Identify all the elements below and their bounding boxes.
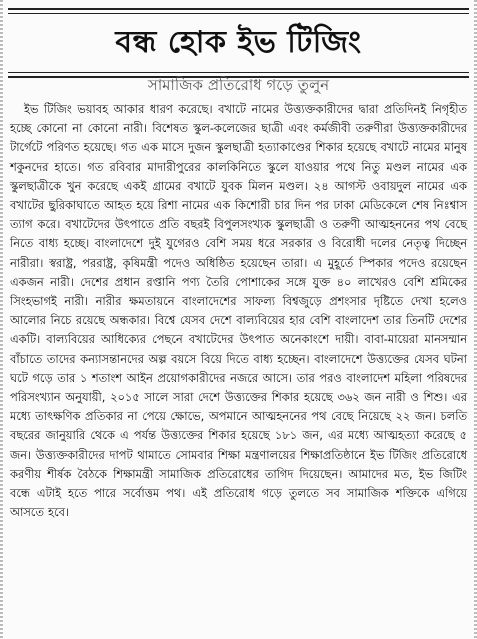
headline-frame xyxy=(8,8,469,78)
subheadline-wrap xyxy=(8,74,469,96)
headline-inner-rule xyxy=(8,13,469,73)
article-paragraph: ইভ টিজিং ভয়াবহ আকার ধারণ করেছে। বখাটে নামের উত্ত্যক্তকারীদের দ্বারা প্রতিদিনই নিগৃহীত হচ্ছে কোনো না কোনো নারী। বিশেষত স্কুল-কলেজের ছাত্রী এবং কর্মজীবী তরুণীরা উত্ত্যক্তকারীদের টার্গেটে পরিণত হয়েছে। গত এক মাসে দুজন স্কুলছাত্রী হত্যাকাণ্ডের শিকার হয়েছে বখাটে নামের মানুষ শকুনদের হাতে। গত রবিবার মাদারীপুরের কালকিনিতে স্কুলে যাওয়ার পথে নিতু মণ্ডল নামের এক স্কুলছাত্রীকে খুন করেছে একই গ্রামের বখাটে যুবক মিলন মণ্ডল। ২৪ আগস্ট ওবায়দুল নামের এক বখাটের ছুরিকাঘাতে আহত হয়ে রিশা নামের এক কিশোরী চার দিন পর ঢাকা মেডিকেলে শেষ নিঃশ্বাস ত্যাগ করে। বখাটেদের উৎপাতে প্রতি বছরই বিপুলসংখ্যক স্কুলছাত্রী ও তরুণী আত্মহননের পথ বেছে নিতে বাধ্য হচ্ছে। বাংলাদেশে দুই যুগেরও বেশি সময় ধরে সরকার ও বিরোধী দলের নেতৃত্ব দিচ্ছেন নারীরা। স্বরাষ্ট্র, পররাষ্ট্র, কৃষিমন্ত্রী পদেও অধিষ্ঠিত হয়েছেন তারা। এ মুহূর্তে স্পিকার পদেও রয়েছেন একজন নারী। দেশের প্রধান রপ্তানি পণ্য তৈরি পোশাকের সঙ্গে যুক্ত ৪০ লাখেরও বেশি শ্রমিকের সিংহভাগই নারী। নারীর ক্ষমতায়নে বাংলাদেশের সাফল্য বিশ্বজুড়ে প্রশংসার দৃষ্টিতে দেখা হলেও আলোর নিচে রয়েছে অন্ধকার। বিশ্বে যেসব দেশে বাল্যবিয়ের হার বেশি বাংলাদেশ তার তিনটি দেশের একটি। বাল্যবিয়ের আধিক্যের পেছনে বখাটেদের উৎপাত অনেকাংশে দায়ী। বাবা-মায়েরা মানসম্মান বাঁচাতে তাদের কন্যাসন্তানদের অল্প বয়সে বিয়ে দিতে বাধ্য হচ্ছেন। বাংলাদেশে উত্ত্যক্তের যেসব ঘটনা ঘটে গড়ে তার ১ শতাংশ আইন প্রয়োগকারীদের নজরে আসে। তার পরও বাংলাদেশ মহিলা পরিষদের পরিসংখ্যান অনুযায়ী, ২০১৫ সালে সারা দেশে উত্ত্যক্তের শিকার হয়েছে ৩৬২ জন নারী ও শিশু। এর মধ্যে তাৎক্ষণিক প্রতিকার না পেয়ে ক্ষোভে, অপমানে আত্মহননের পথ বেছে নিয়েছে ২২ জন। চলতি বছরের জানুয়ারি থেকে এ পর্যন্ত উত্ত্যক্তের শিকার হয়েছে ১৮১ জন, এর মধ্যে আত্মহত্যা করেছে ৫ জন। উত্ত্যক্তকারীদের দাপট থামাতে সোমবার শিক্ষা মন্ত্রণালয়ের শিক্ষাপ্রতিষ্ঠানে ইভ টিজিং প্রতিরোধে করণীয় শীর্ষক বৈঠকে শিক্ষামন্ত্রী সামাজিক প্রতিরোধের তাগিদ দিয়েছেন। আমাদের মত, ইভ জিটিং বন্ধে এটাই হতে পারে সর্বোত্তম পথ। এই প্রতিরোধ গড়ে তুলতে সব সামাজিক শক্তিকে এগিয়ে আসতে হবে। xyxy=(10,102,467,520)
headline: বন্ধ হোক ইভ টিজিং xyxy=(115,25,362,60)
article-body xyxy=(10,100,467,633)
perforated-edge-left xyxy=(0,0,3,639)
subheadline: সামাজিক প্রতিরোধ গড়ে তুলুন xyxy=(147,75,330,94)
